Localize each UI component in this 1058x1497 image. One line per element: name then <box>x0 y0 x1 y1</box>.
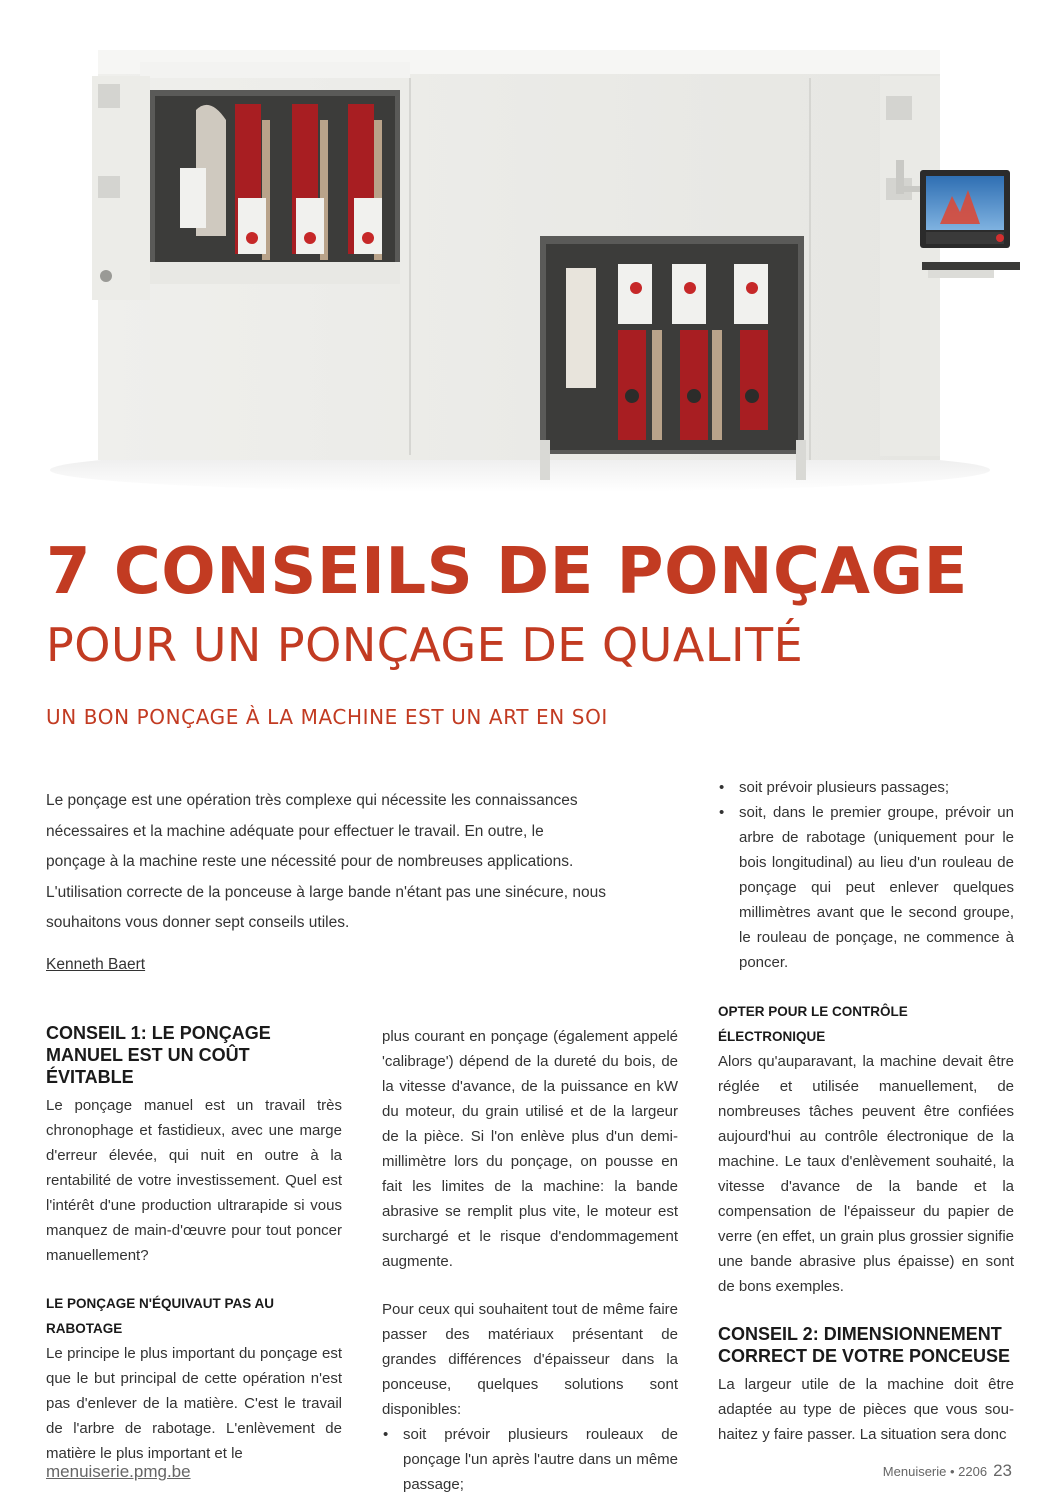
footer-website-link[interactable]: menuiserie.pmg.be <box>46 1462 191 1481</box>
article-author: Kenneth Baert <box>46 956 146 973</box>
article-subtitle: POUR UN PONÇAGE DE QUALITÉ <box>46 618 804 672</box>
subheading-controle-electronique: OPTER POUR LE CONTRÔLE ÉLECTRONIQUE <box>718 1004 908 1044</box>
section-heading-conseil-2: CONSEIL 2: DIMENSIONNEMENT CORRECT DE VOTRE PONCEUSE <box>718 1324 1011 1366</box>
body-paragraph: Pour ceux qui souhaitent tout de même faire passer des matériaux présentant de grandes différences d'épaisseur dans la ponceuse, quelques solutions sont disponibles: <box>382 1301 678 1418</box>
solutions-list-continued <box>718 775 1014 975</box>
column-2 <box>382 1024 678 1497</box>
column-1 <box>46 1022 342 1466</box>
subheading-poncage-rabotage: LE PONÇAGE N'ÉQUIVAUT PAS AU RABOTAGE <box>46 1296 274 1336</box>
list-item: • soit, dans le premier groupe, prévoir un arbre de rabotage (uniquement pour le bois longitudinal) au lieu d'un rouleau de ponçage qui peut enlever quelques millimètres avant que le second groupe, le rouleau de ponçage, ne commence à poncer. <box>718 800 1014 975</box>
page-number: 23 <box>993 1461 1012 1480</box>
body-paragraph: plus courant en ponçage (également appelé 'calibrage') dépend de la dureté du bois, de la vitesse d'avance, de la puissance en kW du moteur, du grain utilisé et de la largeur de la pièce. Si l'on enlève plus d'un demi-millimètre lors du ponçage, on pousse en fait les limites de la machine: la bande abrasive se remplit plus vite, le moteur est surchargé et le risque d'endommagement augmente. <box>382 1028 678 1270</box>
article-intro: Le ponçage est une opération très complexe qui nécessite les connaissances nécessaires et la machine adéquate pour effectuer le travail. En outre, le ponçage à la machine reste une nécessité pour de nombreuses applications. L'utilisation correcte de la ponceuse à large bande n'étant pas une sinécure, nous souhaitons vous donner sept conseils utiles. <box>46 792 606 931</box>
sanding-machine-photo <box>0 0 1058 520</box>
article-kicker: UN BON PONÇAGE À LA MACHINE EST UN ART EN SOI <box>46 705 608 729</box>
body-paragraph: Le ponçage manuel est un travail très chronophage et fastidieux, avec une marge d'erreur élevée, qui nuit en outre à la rentabilité de votre investissement. Quel est l'intérêt d'une production ultrarapide si vous manquez de main-d'œuvre pour tout poncer manuellement? <box>46 1097 342 1264</box>
footer-issue <box>883 1458 1012 1485</box>
section-heading-conseil-1: CONSEIL 1: LE PONÇAGE MANUEL EST UN COÛT ÉVITABLE <box>46 1023 271 1087</box>
body-paragraph: Le principe le plus important du ponçage est que le but principal de cette opération n'est pas d'enlever de la matière. C'est le travail de l'arbre de rabotage. L'enlèvement de matière le plus important et le <box>46 1345 342 1462</box>
issue-label: Menuiserie • 2206 <box>882 1464 988 1479</box>
column-3 <box>718 775 1014 1447</box>
body-paragraph: Alors qu'auparavant, la machine devait être réglée et utilisée manuellement, de nombreuses tâches peuvent être confiées aujourd'hui au contrôle électronique de la machine. Le taux d'enlèvement souhaité, la vitesse d'avance de la bande et la compensation de l'épaisseur du papier de verre (en effet, un grain plus grossier signifie une bande abrasive plus épaisse) en sont de bons exemples. <box>718 1053 1014 1295</box>
list-item: • soit prévoir plusieurs passages; <box>718 775 1014 800</box>
article-title: 7 CONSEILS DE PONÇAGE <box>46 535 968 609</box>
list-item: • soit prévoir plusieurs rouleaux de ponçage l'un après l'autre dans un même passage; <box>382 1422 678 1497</box>
body-paragraph: La largeur utile de la machine doit être adaptée au type de pièces que vous souhaitez y faire passer. La situation sera donc <box>718 1376 1014 1443</box>
solutions-list <box>382 1422 678 1497</box>
